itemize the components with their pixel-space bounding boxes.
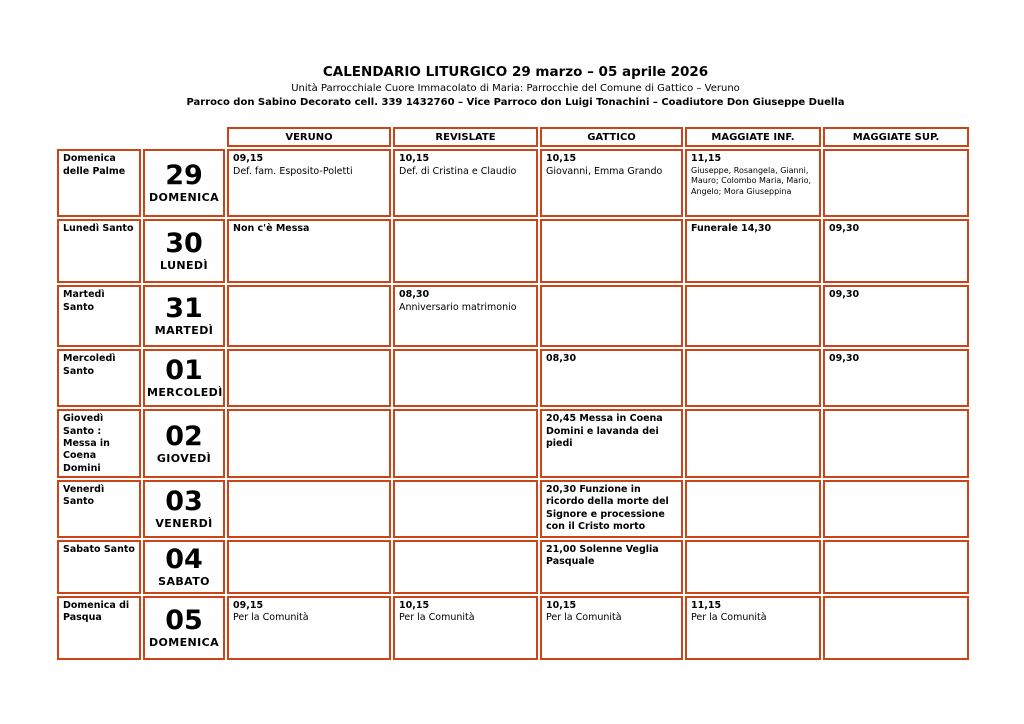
event-description: Per la Comunità: [691, 612, 767, 624]
event-cell-revislate: [393, 349, 538, 407]
day-number: 30: [165, 228, 203, 260]
calendar-row-05: [57, 596, 969, 660]
event-cell-maggiate-inf: [685, 349, 821, 407]
day-name: DOMENICA: [148, 635, 220, 649]
event-cell-revislate: [393, 285, 538, 347]
event-time-or-title: 11,15: [691, 599, 722, 611]
calendar-row-29: [57, 149, 969, 217]
day-number: 29: [165, 160, 203, 192]
feast-label: Sabato Santo: [57, 540, 141, 594]
event-cell-maggiate-sup: [823, 149, 969, 217]
feast-label: Martedì Santo: [57, 285, 141, 347]
page-subtitle: Unità Parrocchiale Cuore Immacolato di Maria: Parrocchie del Comune di Gattico – Veruno: [291, 83, 740, 95]
event-description: Giovanni, Emma Grando: [546, 165, 663, 177]
event-time-or-title: 09,15: [233, 153, 264, 165]
event-time-or-title: Funerale 14,30: [691, 223, 772, 235]
event-time-or-title: 21,00 Solenne Veglia Pasquale: [546, 543, 659, 568]
column-header-veruno: VERUNO: [227, 127, 391, 147]
page-title: CALENDARIO LITURGICO 29 marzo – 05 aprile 2026: [322, 64, 709, 80]
day-name: GIOVEDÌ: [156, 451, 212, 465]
event-cell-revislate: [393, 540, 538, 594]
day-cell: [143, 540, 225, 594]
event-time-or-title: 10,15: [546, 599, 577, 611]
event-time-or-title: 08,30: [399, 289, 430, 301]
event-cell-maggiate-sup: [823, 596, 969, 660]
feast-label: Giovedì Santo : Messa in Coena Domini: [57, 409, 141, 478]
event-description: Def. di Cristina e Claudio: [399, 165, 517, 177]
liturgical-calendar-table: [55, 125, 971, 662]
event-description: Anniversario matrimonio: [399, 301, 517, 313]
event-cell-veruno: [227, 149, 391, 217]
event-cell-gattico: [540, 219, 683, 283]
event-time-or-title: 08,30: [546, 353, 577, 365]
column-header-maggiate-sup: MAGGIATE SUP.: [823, 127, 969, 147]
day-cell: [143, 480, 225, 538]
feast-label: Domenica delle Palme: [57, 149, 141, 217]
event-time-or-title: 20,45 Messa in Coena Domini e lavanda dei piedi: [546, 413, 663, 449]
feast-label: Venerdì Santo: [57, 480, 141, 538]
feast-label: Domenica di Pasqua: [57, 596, 141, 660]
event-cell-maggiate-inf: [685, 149, 821, 217]
event-cell-revislate: [393, 596, 538, 660]
event-cell-veruno: [227, 480, 391, 538]
day-name: SABATO: [158, 574, 210, 588]
calendar-row-03: [57, 480, 969, 538]
day-name: LUNEDÌ: [160, 259, 208, 273]
event-cell-gattico: [540, 149, 683, 217]
event-cell-gattico: [540, 480, 683, 538]
day-cell: [143, 349, 225, 407]
event-cell-maggiate-sup: [823, 540, 969, 594]
day-number: 04: [165, 543, 203, 575]
calendar-row-04: [57, 540, 969, 594]
day-name: MARTEDÌ: [154, 324, 214, 338]
calendar-row-01: [57, 349, 969, 407]
event-cell-gattico: [540, 540, 683, 594]
event-cell-maggiate-inf: [685, 219, 821, 283]
day-name: VENERDÌ: [155, 516, 213, 530]
day-number: 03: [165, 485, 203, 517]
day-cell: [143, 409, 225, 478]
calendar-row-30: [57, 219, 969, 283]
day-number: 01: [165, 355, 203, 387]
calendar-row-31: [57, 285, 969, 347]
event-cell-revislate: [393, 480, 538, 538]
calendar-body: [57, 149, 969, 660]
event-cell-revislate: [393, 219, 538, 283]
event-time-or-title: 09,30: [829, 353, 860, 365]
event-cell-veruno: [227, 409, 391, 478]
day-number: 05: [165, 604, 203, 636]
day-cell: [143, 149, 225, 217]
event-time-or-title: Non c'è Messa: [233, 223, 310, 235]
feast-label: Mercoledì Santo: [57, 349, 141, 407]
event-time-or-title: 10,15: [399, 599, 430, 611]
day-cell: [143, 285, 225, 347]
column-header-gattico: GATTICO: [540, 127, 683, 147]
event-description: Per la Comunità: [233, 612, 309, 624]
event-time-or-title: 20,30 Funzione in ricordo della morte del Signore e processione con il Cristo morto: [546, 483, 669, 532]
event-cell-maggiate-inf: [685, 285, 821, 347]
event-cell-maggiate-inf: [685, 409, 821, 478]
event-time-or-title: 09,30: [829, 223, 860, 235]
event-cell-veruno: [227, 219, 391, 283]
event-cell-gattico: [540, 596, 683, 660]
event-time-or-title: 11,15: [691, 153, 722, 165]
event-cell-veruno: [227, 596, 391, 660]
event-cell-maggiate-sup: [823, 480, 969, 538]
event-cell-veruno: [227, 540, 391, 594]
header-spacer-day: [143, 127, 225, 147]
day-cell: [143, 596, 225, 660]
day-number: 02: [165, 420, 203, 452]
event-cell-veruno: [227, 349, 391, 407]
feast-label: Lunedì Santo: [57, 219, 141, 283]
event-description: Per la Comunità: [399, 612, 475, 624]
header-row: [57, 127, 969, 147]
calendar-row-02: [57, 409, 969, 478]
event-description: Per la Comunità: [546, 612, 622, 624]
column-header-revislate: REVISLATE: [393, 127, 538, 147]
day-name: MERCOLEDÌ: [147, 386, 223, 400]
day-number: 31: [165, 293, 203, 325]
day-cell: [143, 219, 225, 283]
event-names-list: Giuseppe, Rosangela, Gianni, Mauro; Colombo Maria, Mario, Angelo; Mora Giuseppina: [691, 165, 812, 197]
event-time-or-title: 10,15: [399, 153, 430, 165]
event-cell-maggiate-inf: [685, 540, 821, 594]
event-cell-maggiate-sup: [823, 219, 969, 283]
event-cell-maggiate-sup: [823, 349, 969, 407]
event-cell-gattico: [540, 349, 683, 407]
event-cell-maggiate-sup: [823, 409, 969, 478]
document-header: [57, 64, 974, 109]
event-cell-veruno: [227, 285, 391, 347]
page-contacts: Parroco don Sabino Decorato cell. 339 1432760 – Vice Parroco don Luigi Tonachini – Coadiutore Don Giuseppe Duella: [186, 97, 845, 109]
event-cell-gattico: [540, 409, 683, 478]
event-time-or-title: 09,15: [233, 599, 264, 611]
event-cell-maggiate-inf: [685, 596, 821, 660]
column-header-maggiate-inf: MAGGIATE INF.: [685, 127, 821, 147]
event-cell-maggiate-inf: [685, 480, 821, 538]
event-description: Def. fam. Esposito-Poletti: [233, 165, 353, 177]
event-cell-revislate: [393, 409, 538, 478]
event-cell-maggiate-sup: [823, 285, 969, 347]
day-name: DOMENICA: [148, 191, 220, 205]
header-spacer-feast: [57, 127, 141, 147]
event-cell-revislate: [393, 149, 538, 217]
event-time-or-title: 10,15: [546, 153, 577, 165]
event-time-or-title: 09,30: [829, 289, 860, 301]
event-cell-gattico: [540, 285, 683, 347]
